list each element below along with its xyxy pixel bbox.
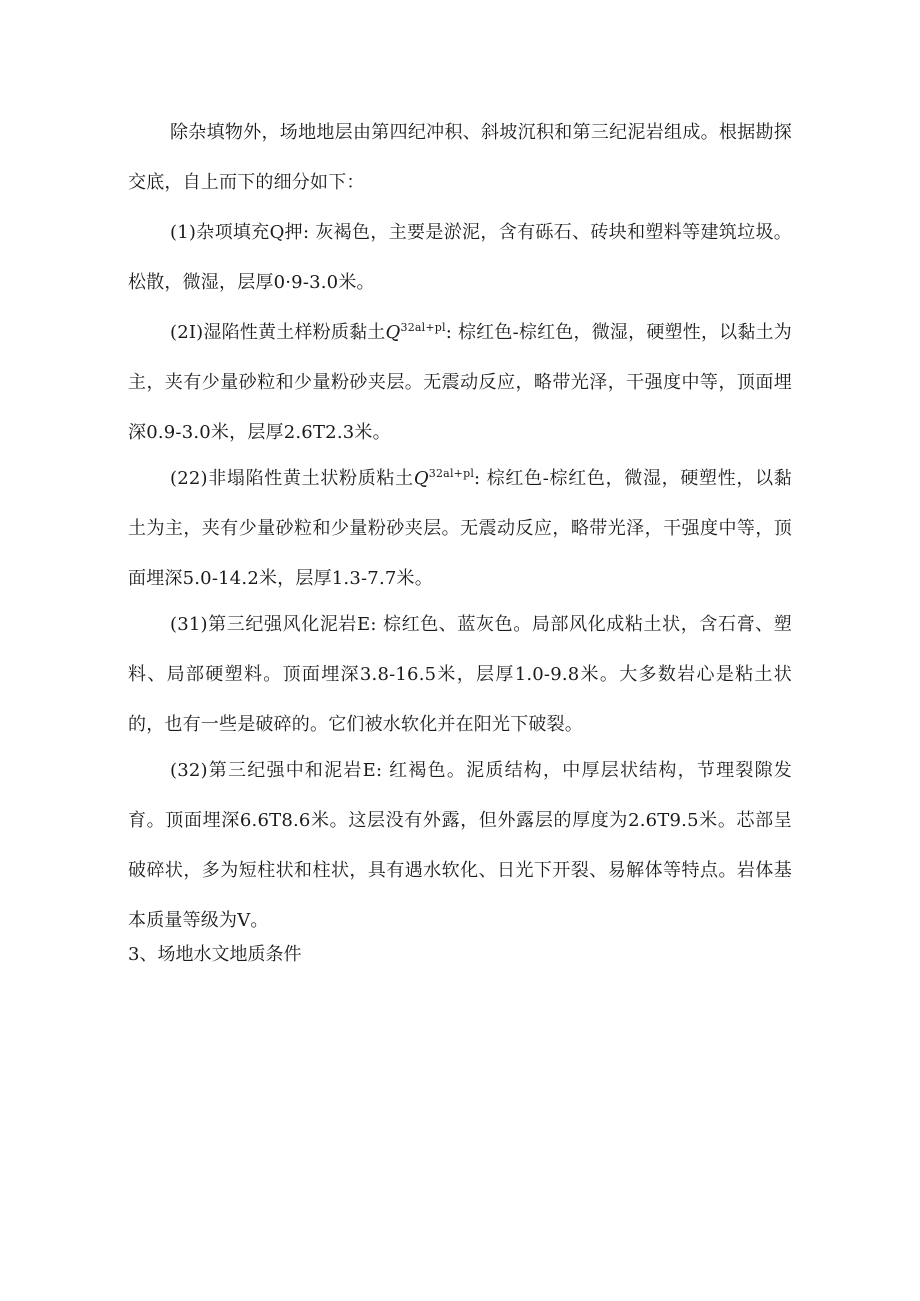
paragraph-layer-31: (31)第三纪强风化泥岩E: 棕红色、蓝灰色。局部风化成粘土状，含石膏、塑料、局部硬塑料。顶面埋深3.8-16.5米，层厚1.0-9.8米。大多数岩心是粘土状的，也有一些是破碎的。它们被水软化并在阳光下破裂。 (128, 614, 792, 735)
paragraph-layer-1: (1)杂项填充Q押: 灰褐色，主要是淤泥，含有砾石、砖块和塑料等建筑垃圾。松散，微湿，层厚0·9-3.0米。 (128, 222, 792, 293)
paragraph-layer-22 (128, 454, 792, 604)
layer-22-prefix: (22)非塌陷性黄土状粉质粘土 (170, 468, 414, 489)
paragraph-intro: 除杂填物外，场地地层由第四纪冲积、斜坡沉积和第三纪泥岩组成。根据勘探交底，自上而下的细分如下： (128, 122, 792, 193)
layer-21-superscript: 2al+pl (407, 321, 446, 334)
layer-21-symbol: Q (385, 322, 401, 343)
layer-21-symbol-sub: 3 (400, 321, 408, 334)
paragraph-layer-32: (32)第三纪强中和泥岩E: 红褐色。泥质结构，中厚层状结构，节理裂隙发育。顶面埋深6.6T8.6米。这层没有外露，但外露层的厚度为2.6T9.5米。芯部呈破碎状，多为短柱状和柱状，具有遇水软化、日光下开裂、易解体等特点。岩体基本质量等级为V。 (128, 760, 792, 931)
paragraph-layer-21 (128, 308, 792, 458)
layer-22-description: : 棕红色-棕红色，微湿，硬塑性，以黏土为主，夹有少量砂粒和少量粉砂夹层。无震动反应，略带光泽，干强度中等，顶面埋深5.0-14.2米，层厚1.3-7.7米。 (128, 468, 793, 589)
section-heading: 3、场地水文地质条件 (128, 944, 302, 965)
layer-22-symbol: Q (413, 468, 429, 489)
layer-21-description: : 棕红色-棕红色，微湿，硬塑性，以黏土为主，夹有少量砂粒和少量粉砂夹层。无震动反应，略带光泽，干强度中等，顶面埋深0.9-3.0米，层厚2.6T2.3米。 (128, 322, 792, 443)
layer-21-prefix: (2I)湿陷性黄土样粉质黏土 (170, 322, 386, 343)
layer-22-superscript: 2al+pl (435, 467, 475, 480)
layer-22-symbol-sub: 3 (428, 467, 436, 480)
